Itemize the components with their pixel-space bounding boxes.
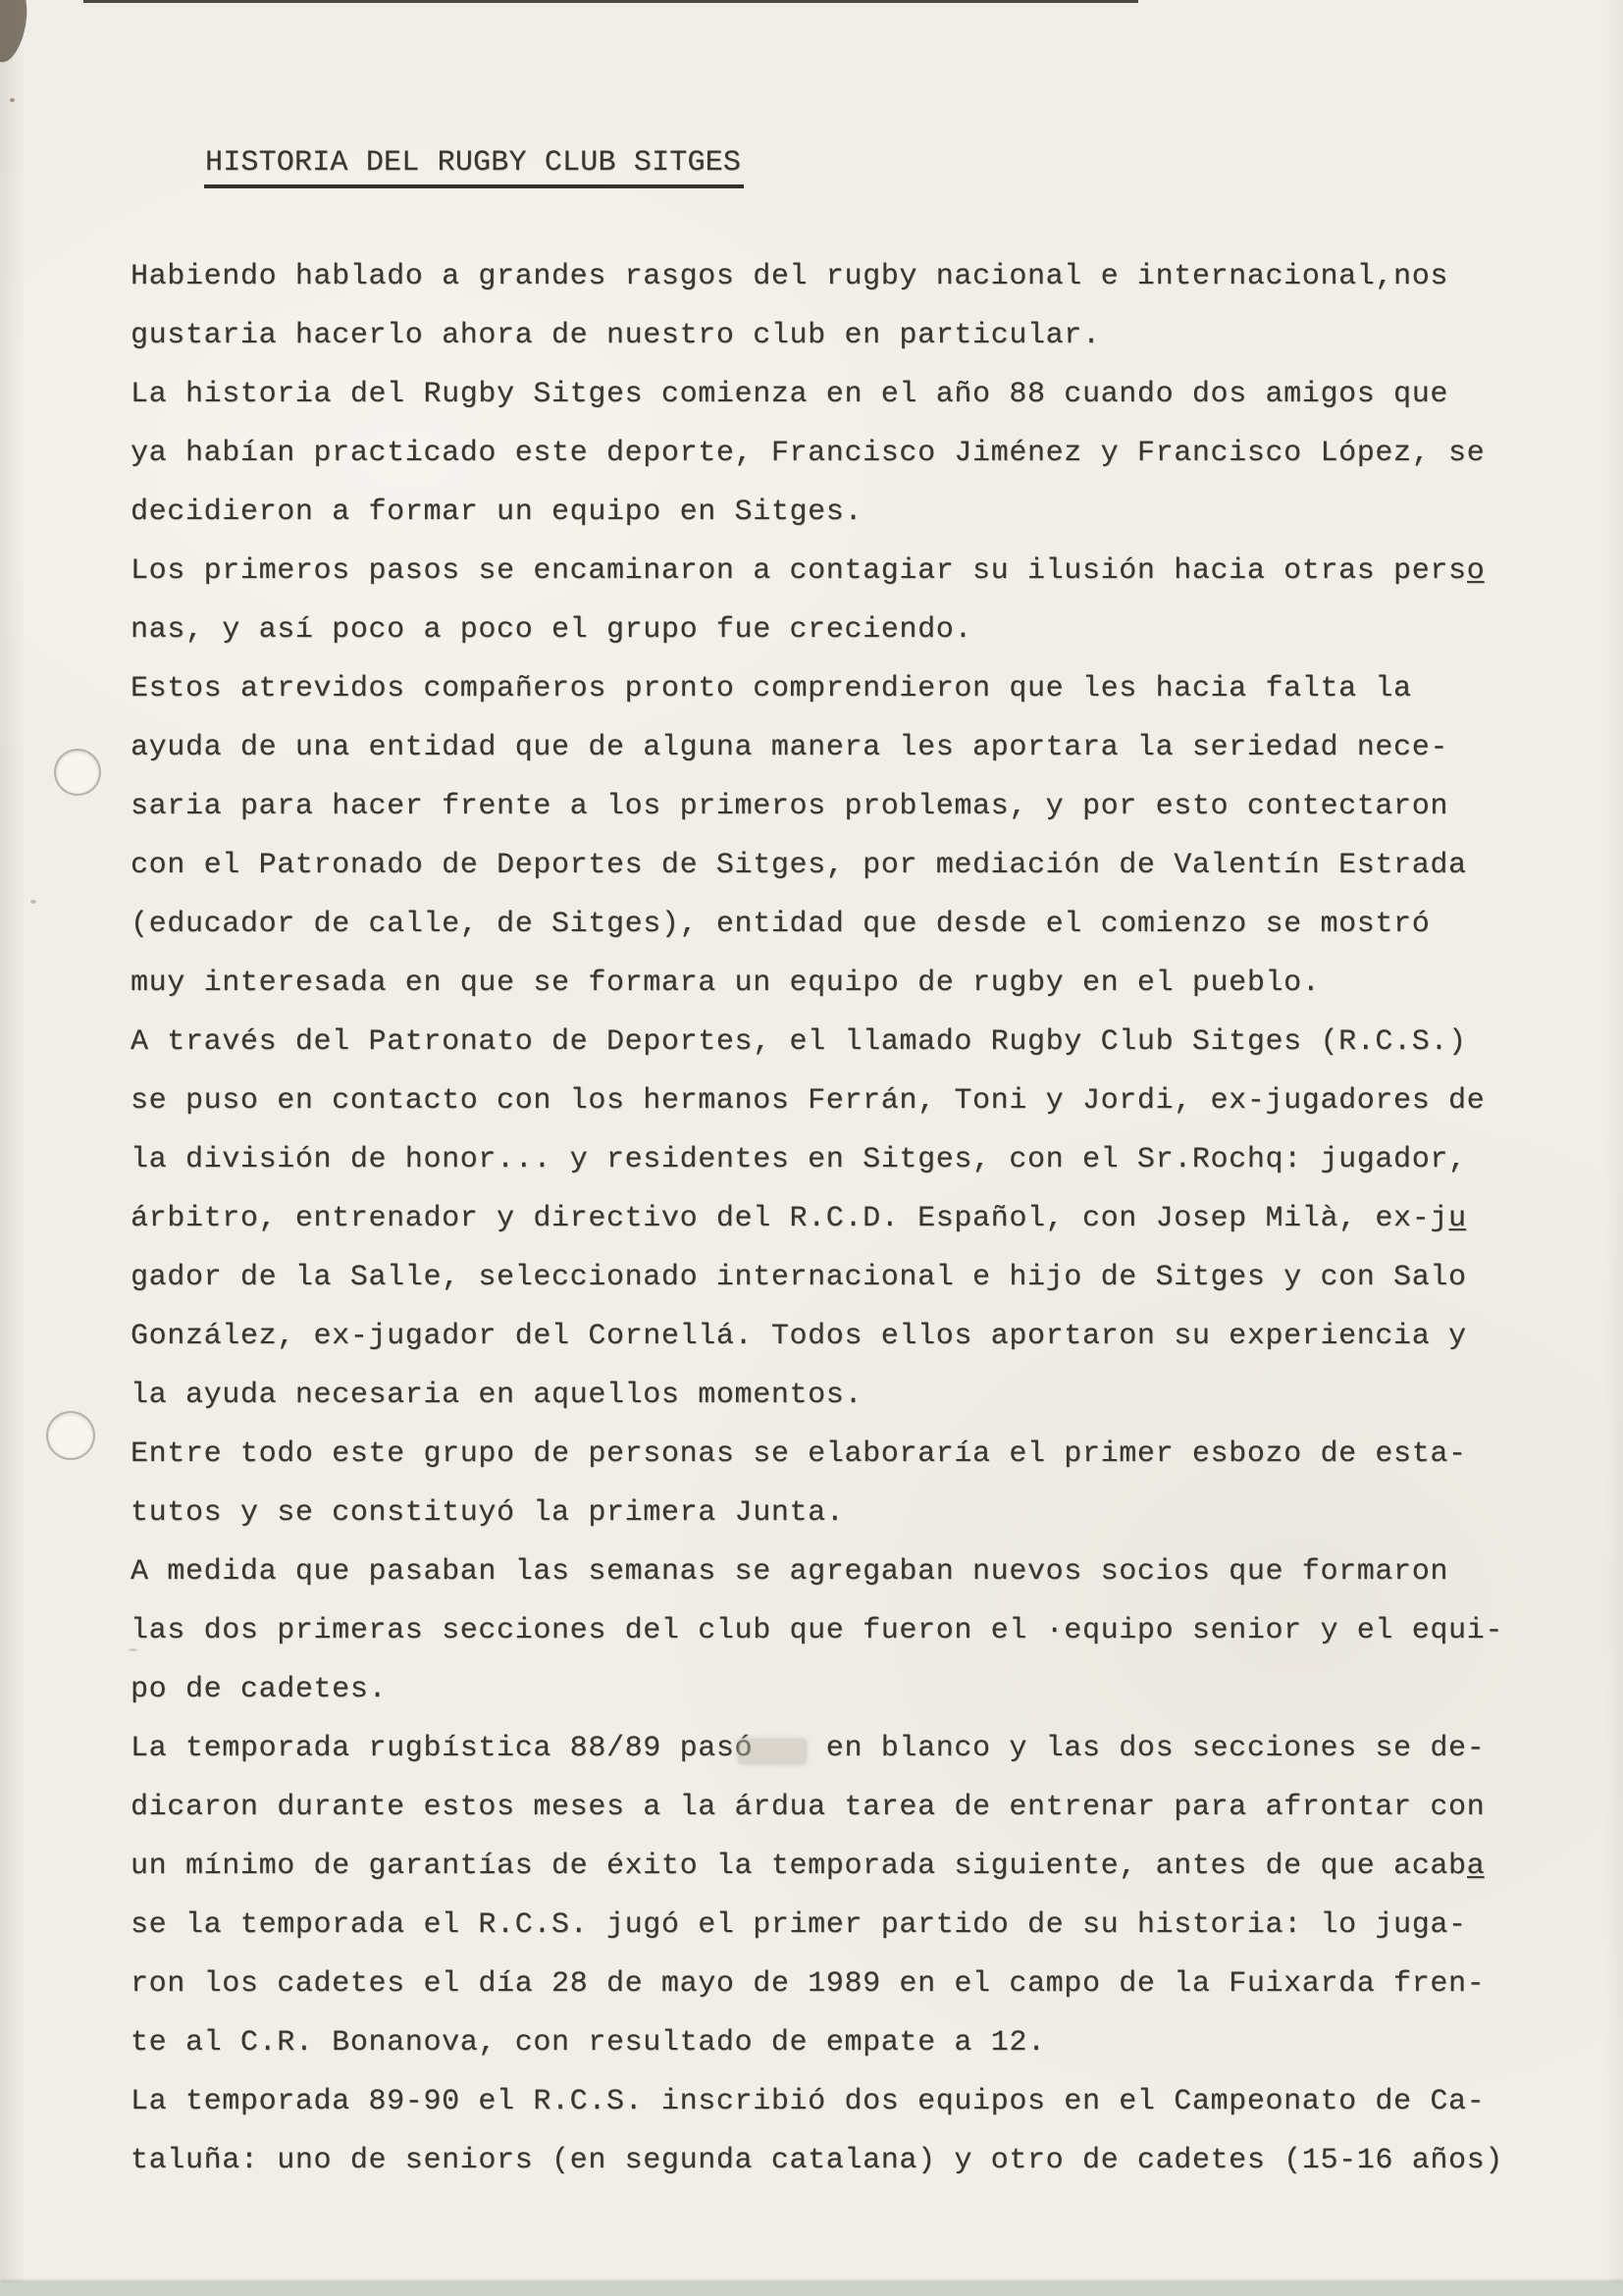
text-line: un mínimo de garantías de éxito la temporada siguiente, antes de que acaba̲: [131, 1850, 1486, 1883]
correction-fluid-smudge: [738, 1739, 807, 1764]
body-text: [131, 247, 1524, 2190]
text-line: las dos primeras secciones del club que fueron el ·equipo senior y el equi-: [131, 1614, 1503, 1647]
text-line: La temporada rugbística 88/89 pasó en blanco y las dos secciones se de-: [131, 1732, 1486, 1765]
text-line: árbitro, entrenador y directivo del R.C.D. Español, con Josep Milà, ex-ju̲: [131, 1202, 1467, 1235]
text-line: muy interesada en que se formara un equipo de rugby en el pueblo.: [131, 966, 1321, 1000]
punch-hole: [54, 749, 101, 796]
text-line: po de cadetes.: [131, 1673, 388, 1706]
text-line: La temporada 89-90 el R.C.S. inscribió dos equipos en el Campeonato de Ca-: [131, 2085, 1486, 2118]
punch-hole: [46, 1411, 95, 1460]
scan-corner-smudge: [0, 0, 34, 66]
text-line: te al C.R. Bonanova, con resultado de empate a 12.: [131, 2026, 1046, 2060]
text-line: González, ex-jugador del Cornellá. Todos ellos aportaron su experiencia y: [131, 1320, 1467, 1353]
text-line: gustaria hacerlo ahora de nuestro club en particular.: [131, 319, 1101, 352]
paper-speck: [10, 98, 15, 102]
text-line: ayuda de una entidad que de alguna manera les aportara la seriedad nece-: [131, 731, 1449, 764]
text-line: se la temporada el R.C.S. jugó el primer partido de su historia: lo juga-: [131, 1908, 1467, 1942]
text-line: La historia del Rugby Sitges comienza en el año 88 cuando dos amigos que: [131, 378, 1449, 411]
text-line: ron los cadetes el día 28 de mayo de 1989 en el campo de la Fuixarda fren-: [131, 1967, 1486, 2001]
paper-speck: [30, 900, 36, 904]
text-line: dicaron durante estos meses a la árdua tarea de entrenar para afrontar con: [131, 1791, 1486, 1824]
text-line: A medida que pasaban las semanas se agregaban nuevos socios que formaron: [131, 1555, 1449, 1589]
text-line: Entre todo este grupo de personas se elaboraría el primer esbozo de esta-: [131, 1437, 1467, 1471]
text-line: la ayuda necesaria en aquellos momentos.: [131, 1379, 864, 1412]
text-line: Estos atrevidos compañeros pronto comprendieron que les hacia falta la: [131, 672, 1412, 705]
text-line: se puso en contacto con los hermanos Ferrán, Toni y Jordi, ex-jugadores de: [131, 1084, 1486, 1118]
text-line: tutos y se constituyó la primera Junta.: [131, 1496, 845, 1530]
text-line: ya habían practicado este deporte, Francisco Jiménez y Francisco López, se: [131, 437, 1486, 470]
text-line: decidieron a formar un equipo en Sitges.: [131, 496, 864, 529]
text-line: nas, y así poco a poco el grupo fue creciendo.: [131, 613, 973, 647]
scan-top-edge-line: [83, 0, 1138, 3]
text-line: (educador de calle, de Sitges), entidad que desde el comienzo se mostró: [131, 908, 1431, 941]
text-line: con el Patronado de Deportes de Sitges, por mediación de Valentín Estrada: [131, 849, 1467, 882]
text-line: gador de la Salle, seleccionado internacional e hijo de Sitges y con Salo: [131, 1261, 1467, 1294]
text-line: la división de honor... y residentes en Sitges, con el Sr.Rochq: jugador,: [131, 1143, 1467, 1176]
scan-bottom-edge: [0, 2282, 1623, 2296]
text-line: saria para hacer frente a los primeros problemas, y por esto contectaron: [131, 790, 1449, 823]
text-line: Los primeros pasos se encaminaron a contagiar su ilusión hacia otras perso̲: [131, 554, 1486, 588]
text-line: Habiendo hablado a grandes rasgos del rugby nacional e internacional,nos: [131, 260, 1449, 293]
document-title: HISTORIA DEL RUGBY CLUB SITGES: [204, 143, 744, 188]
text-line: taluña: uno de seniors (en segunda catalana) y otro de cadetes (15-16 años): [131, 2144, 1503, 2177]
text-line: A través del Patronato de Deportes, el llamado Rugby Club Sitges (R.C.S.): [131, 1025, 1467, 1059]
